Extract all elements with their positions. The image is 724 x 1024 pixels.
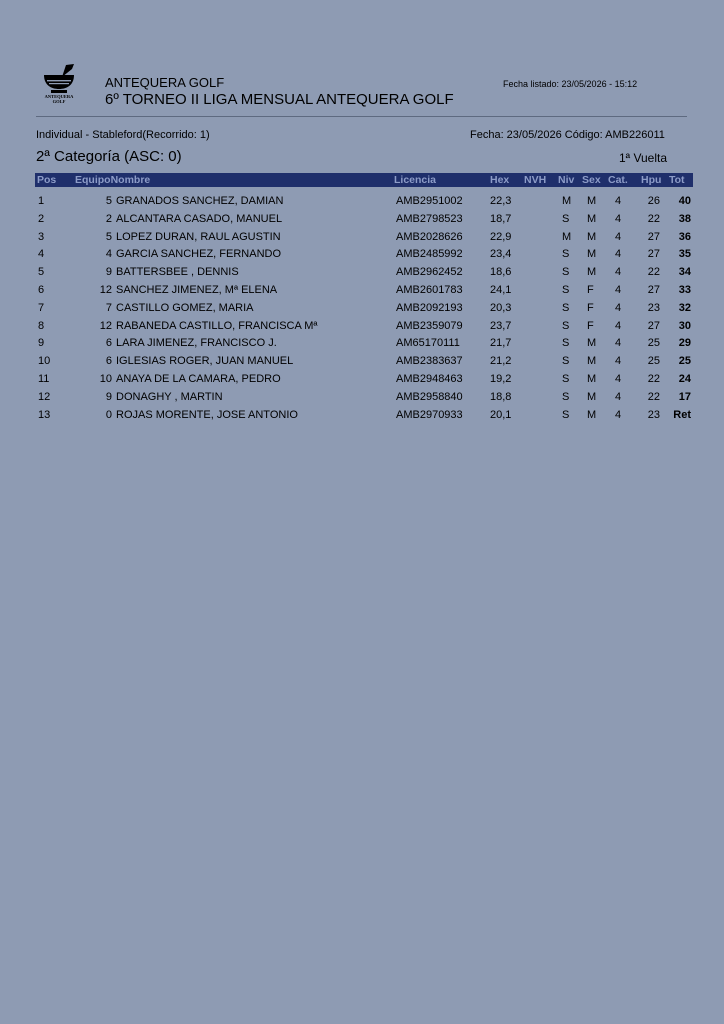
cell-niv: M bbox=[562, 230, 572, 243]
category-title: 2ª Categoría (ASC: 0) bbox=[36, 148, 182, 165]
cell-hex: 21,2 bbox=[490, 355, 512, 368]
cell-pos: 9 bbox=[38, 337, 45, 350]
table-row bbox=[0, 229, 724, 247]
cell-team: 9 bbox=[105, 266, 112, 279]
cell-total: 17 bbox=[678, 390, 691, 403]
cell-total: 25 bbox=[678, 355, 691, 368]
cell-sex: F bbox=[587, 283, 594, 296]
column-header-niv: Niv bbox=[558, 174, 575, 186]
column-header-equipo-nombre: EquipoNombre bbox=[75, 174, 151, 186]
cell-hex: 23,7 bbox=[490, 319, 512, 332]
cell-player-name: LOPEZ DURAN, RAUL AGUSTIN bbox=[116, 230, 281, 243]
logo-text-line1: ANTEQUERA bbox=[44, 94, 74, 99]
cell-total: 24 bbox=[678, 372, 691, 385]
logo-text-line2: GOLF bbox=[52, 99, 66, 104]
cell-sex: F bbox=[587, 319, 594, 332]
cell-hpu: 27 bbox=[647, 283, 660, 296]
cell-hex: 18,8 bbox=[490, 390, 512, 403]
cell-niv: S bbox=[562, 408, 570, 421]
cell-hex: 22,3 bbox=[490, 195, 512, 207]
cell-license: AMB2970933 bbox=[396, 408, 463, 421]
cell-license: AMB2958840 bbox=[396, 390, 463, 403]
cell-player-name: RABANEDA CASTILLO, FRANCISCA Mª bbox=[116, 319, 318, 332]
modality-label: Individual - Stableford(Recorrido: 1) bbox=[36, 129, 210, 141]
date-code-label: Fecha: 23/05/2026 Código: AMB226011 bbox=[470, 129, 665, 141]
listing-date: Fecha listado: 23/05/2026 - 15:12 bbox=[503, 79, 638, 89]
table-row bbox=[0, 211, 724, 229]
cell-total: 30 bbox=[678, 319, 691, 332]
cell-hex: 23,4 bbox=[490, 248, 512, 261]
cell-pos: 3 bbox=[38, 230, 45, 243]
column-header-hex: Hex bbox=[490, 174, 510, 186]
cell-hpu: 27 bbox=[647, 319, 660, 332]
cell-sex: M bbox=[587, 230, 597, 243]
table-row bbox=[0, 318, 724, 336]
cell-license: AMB2951002 bbox=[396, 195, 463, 207]
cell-hpu: 22 bbox=[647, 212, 660, 225]
cell-pos: 6 bbox=[38, 283, 45, 296]
cell-sex: M bbox=[587, 390, 597, 403]
cell-sex: M bbox=[587, 408, 597, 421]
cell-team: 5 bbox=[105, 230, 112, 243]
cell-cat: 4 bbox=[615, 408, 622, 421]
cell-sex: M bbox=[587, 266, 597, 279]
table-row bbox=[0, 193, 724, 211]
cell-player-name: GARCIA SANCHEZ, FERNANDO bbox=[116, 248, 282, 261]
cell-license: AM65170111 bbox=[396, 337, 460, 350]
round-label: 1ª Vuelta bbox=[619, 151, 668, 165]
cell-niv: S bbox=[562, 390, 570, 403]
cell-sex: M bbox=[587, 212, 597, 225]
cell-player-name: ALCANTARA CASADO, MANUEL bbox=[116, 212, 283, 225]
cell-sex: M bbox=[587, 337, 597, 350]
table-row bbox=[0, 371, 724, 389]
cell-total: 40 bbox=[678, 195, 691, 207]
cell-player-name: IGLESIAS ROGER, JUAN MANUEL bbox=[116, 355, 294, 368]
cell-sex: F bbox=[587, 301, 594, 314]
cell-total: 32 bbox=[678, 301, 691, 314]
cell-license: AMB2601783 bbox=[396, 283, 463, 296]
club-name: ANTEQUERA GOLF bbox=[105, 75, 225, 90]
cell-cat: 4 bbox=[615, 283, 622, 296]
cell-team: 0 bbox=[105, 408, 112, 421]
cell-cat: 4 bbox=[615, 230, 622, 243]
tournament-name: 6º TORNEO II LIGA MENSUAL ANTEQUERA GOLF bbox=[105, 91, 454, 108]
cell-niv: M bbox=[562, 195, 572, 207]
table-row bbox=[0, 246, 724, 264]
table-row bbox=[0, 353, 724, 371]
column-header-tot: Tot bbox=[669, 174, 685, 186]
results-table-body bbox=[0, 193, 724, 424]
cell-team: 6 bbox=[105, 337, 112, 350]
column-header-nvh: NVH bbox=[524, 174, 547, 186]
mortar-pestle-icon bbox=[36, 63, 82, 95]
cell-niv: S bbox=[562, 266, 570, 279]
cell-cat: 4 bbox=[615, 372, 622, 385]
cell-niv: S bbox=[562, 283, 570, 296]
column-header-pos: Pos bbox=[37, 174, 57, 186]
cell-pos: 8 bbox=[38, 319, 45, 332]
cell-pos: 12 bbox=[38, 390, 51, 403]
cell-hpu: 26 bbox=[647, 195, 660, 207]
cell-pos: 10 bbox=[38, 355, 51, 368]
cell-player-name: ROJAS MORENTE, JOSE ANTONIO bbox=[116, 408, 298, 421]
cell-niv: S bbox=[562, 248, 570, 261]
cell-sex: M bbox=[587, 372, 597, 385]
cell-niv: S bbox=[562, 337, 570, 350]
cell-player-name: CASTILLO GOMEZ, MARIA bbox=[116, 301, 254, 314]
cell-hpu: 27 bbox=[647, 248, 660, 261]
cell-niv: S bbox=[562, 212, 570, 225]
cell-niv: S bbox=[562, 355, 570, 368]
cell-hpu: 25 bbox=[647, 355, 660, 368]
cell-total: Ret bbox=[673, 408, 691, 421]
cell-pos: 11 bbox=[38, 372, 50, 385]
cell-team: 5 bbox=[105, 195, 112, 207]
table-row bbox=[0, 282, 724, 300]
cell-hex: 20,3 bbox=[490, 301, 512, 314]
cell-niv: S bbox=[562, 301, 570, 314]
cell-hex: 18,7 bbox=[490, 212, 512, 225]
cell-total: 38 bbox=[678, 212, 691, 225]
column-header-licencia: Licencia bbox=[394, 174, 437, 186]
cell-player-name: BATTERSBEE , DENNIS bbox=[116, 266, 239, 279]
cell-hpu: 27 bbox=[647, 230, 660, 243]
cell-pos: 1 bbox=[38, 195, 45, 207]
cell-hex: 20,1 bbox=[490, 408, 512, 421]
logo-text bbox=[36, 94, 82, 104]
cell-cat: 4 bbox=[615, 301, 622, 314]
column-header-sex: Sex bbox=[582, 174, 601, 186]
cell-hex: 18,6 bbox=[490, 266, 512, 279]
cell-hex: 19,2 bbox=[490, 372, 512, 385]
table-row bbox=[0, 335, 724, 353]
cell-team: 4 bbox=[105, 248, 112, 261]
cell-player-name: GRANADOS SANCHEZ, DAMIAN bbox=[116, 195, 284, 207]
cell-sex: M bbox=[587, 355, 597, 368]
cell-team: 10 bbox=[99, 372, 112, 385]
cell-pos: 13 bbox=[38, 408, 51, 421]
cell-license: AMB2028626 bbox=[396, 230, 463, 243]
cell-team: 12 bbox=[99, 283, 112, 296]
cell-license: AMB2383637 bbox=[396, 355, 463, 368]
cell-team: 12 bbox=[99, 319, 112, 332]
cell-license: AMB2798523 bbox=[396, 212, 463, 225]
cell-player-name: SANCHEZ JIMENEZ, Mª ELENA bbox=[116, 283, 278, 296]
cell-team: 9 bbox=[105, 390, 112, 403]
cell-cat: 4 bbox=[615, 195, 622, 207]
cell-pos: 5 bbox=[38, 266, 45, 279]
cell-cat: 4 bbox=[615, 266, 622, 279]
cell-cat: 4 bbox=[615, 390, 622, 403]
cell-player-name: LARA JIMENEZ, FRANCISCO J. bbox=[116, 337, 277, 350]
cell-license: AMB2359079 bbox=[396, 319, 463, 332]
cell-team: 2 bbox=[105, 212, 112, 225]
cell-player-name: ANAYA DE LA CAMARA, PEDRO bbox=[116, 372, 281, 385]
cell-total: 33 bbox=[678, 283, 691, 296]
cell-niv: S bbox=[562, 372, 570, 385]
cell-total: 36 bbox=[678, 230, 691, 243]
cell-player-name: DONAGHY , MARTIN bbox=[116, 390, 223, 403]
cell-hpu: 23 bbox=[647, 408, 660, 421]
header-divider bbox=[36, 116, 687, 117]
cell-pos: 7 bbox=[38, 301, 45, 314]
table-row bbox=[0, 300, 724, 318]
cell-total: 29 bbox=[678, 337, 691, 350]
cell-niv: S bbox=[562, 319, 570, 332]
results-table-header bbox=[35, 173, 693, 187]
cell-sex: M bbox=[587, 195, 597, 207]
cell-license: AMB2092193 bbox=[396, 301, 463, 314]
cell-pos: 2 bbox=[38, 212, 45, 225]
table-row bbox=[0, 389, 724, 407]
cell-total: 35 bbox=[678, 248, 691, 261]
cell-cat: 4 bbox=[615, 319, 622, 332]
table-row bbox=[0, 264, 724, 282]
cell-hpu: 23 bbox=[647, 301, 660, 314]
cell-total: 34 bbox=[678, 266, 691, 279]
column-header-hpu: Hpu bbox=[641, 174, 662, 186]
cell-cat: 4 bbox=[615, 337, 622, 350]
cell-hex: 22,9 bbox=[490, 230, 512, 243]
cell-license: AMB2485992 bbox=[396, 248, 463, 261]
cell-license: AMB2948463 bbox=[396, 372, 463, 385]
cell-cat: 4 bbox=[615, 355, 622, 368]
cell-team: 6 bbox=[105, 355, 112, 368]
cell-pos: 4 bbox=[38, 248, 45, 261]
column-header-cat: Cat. bbox=[608, 174, 628, 186]
cell-cat: 4 bbox=[615, 248, 622, 261]
cell-license: AMB2962452 bbox=[396, 266, 463, 279]
cell-hex: 24,1 bbox=[490, 283, 512, 296]
cell-hex: 21,7 bbox=[490, 337, 512, 350]
cell-sex: M bbox=[587, 248, 597, 261]
table-row bbox=[0, 407, 724, 425]
cell-hpu: 22 bbox=[647, 266, 660, 279]
cell-hpu: 22 bbox=[647, 390, 660, 403]
cell-team: 7 bbox=[105, 301, 112, 314]
cell-hpu: 22 bbox=[647, 372, 660, 385]
cell-hpu: 25 bbox=[647, 337, 660, 350]
cell-cat: 4 bbox=[615, 212, 622, 225]
